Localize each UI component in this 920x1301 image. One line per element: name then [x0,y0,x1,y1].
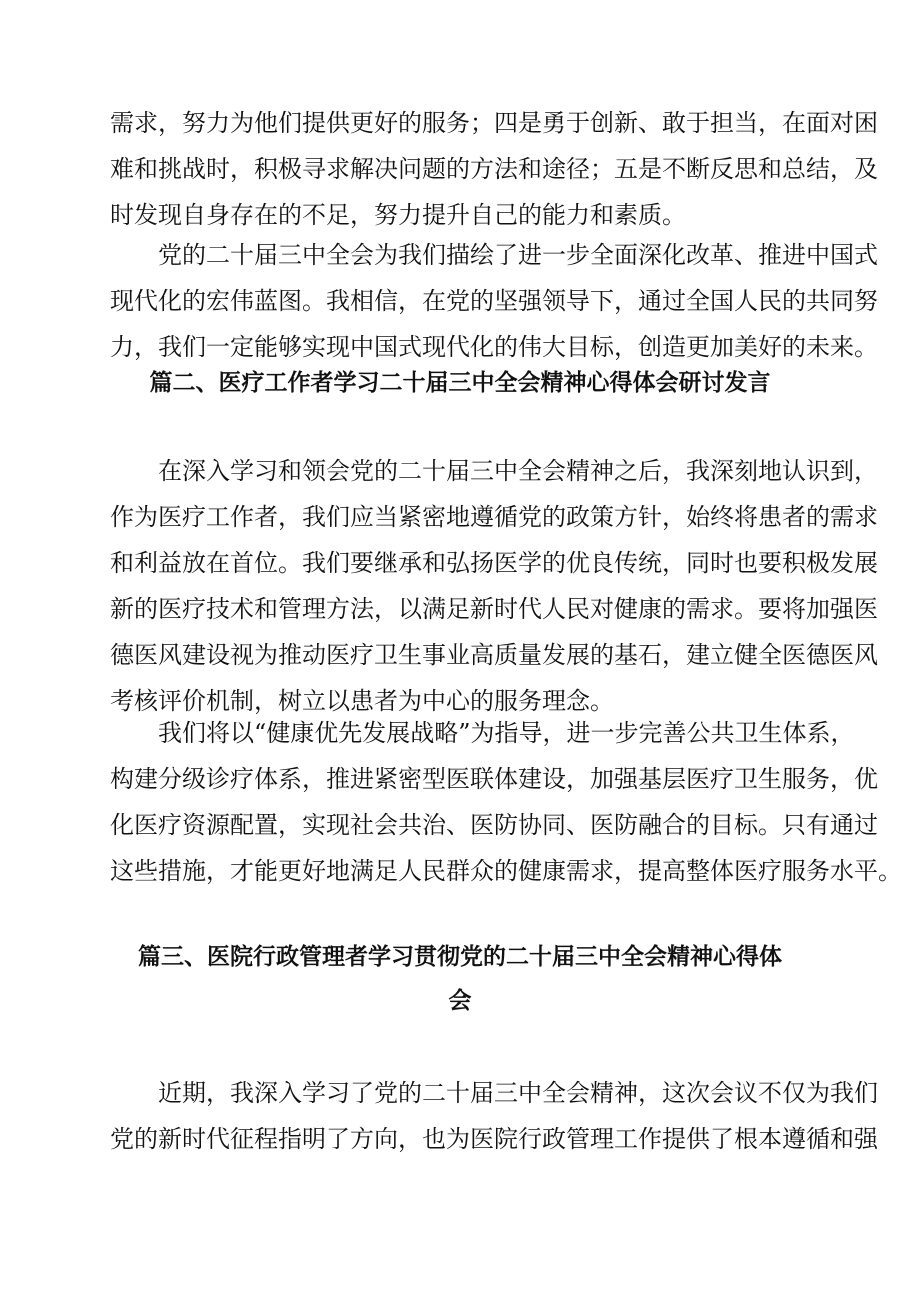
section-3-title-line-1: 篇三、医院行政管理者学习贯彻党的二十届三中全会精神心得体 [138,943,782,970]
section-3-paragraph-1 [110,1070,878,1162]
section-2-title: 篇二、医疗工作者学习二十届三中全会精神心得体会研讨发言 [149,369,771,396]
paragraph-line: 和利益放在首位。我们要继承和弘扬医学的优良传统，同时也要积极发展 [110,549,878,577]
paragraph-line: 党的新时代征程指明了方向，也为医院行政管理工作提供了根本遵循和强 [110,1125,878,1153]
paragraph-line: 力，我们一定能够实现中国式现代化的伟大目标，创造更加美好的未来。 [110,333,878,361]
paragraph-line: 考核评价机制，树立以患者为中心的服务理念。 [110,687,614,715]
paragraph-line: 化医疗资源配置，实现社会共治、医防协同、医防融合的目标。只有通过 [110,811,878,839]
paragraph-line: 难和挑战时，积极寻求解决问题的方法和途径；五是不断反思和总结，及 [110,155,878,183]
paragraph-line: 构建分级诊疗体系，推进紧密型医联体建设，加强基层医疗卫生服务，优 [110,765,878,793]
paragraph-line: 近期，我深入学习了党的二十届三中全会精神，这次会议不仅为我们 [158,1079,878,1107]
paragraph-line: 德医风建设视为推动医疗卫生事业高质量发展的基石，建立健全医德医风 [110,641,878,669]
paragraph-line: 我们将以“健康优先发展战略”为指导，进一步完善公共卫生体系， [158,719,855,747]
paragraph-line: 新的医疗技术和管理方法，以满足新时代人民对健康的需求。要将加强医 [110,595,878,623]
paragraph-line: 这些措施，才能更好地满足人民群众的健康需求，提高整体医疗服务水平。 [110,857,902,885]
paragraph-line: 在深入学习和领会党的二十届三中全会精神之后，我深刻地认识到， [158,457,878,485]
paragraph-conclusion [110,232,878,370]
paragraph-line: 作为医疗工作者，我们应当紧密地遵循党的政策方针，始终将患者的需求 [110,503,878,531]
section-2-paragraph-2 [110,710,902,894]
section-2-paragraph-1 [110,448,878,724]
section-3-title-line-2: 会 [448,987,472,1014]
paragraph-line: 时发现自身存在的不足，努力提升自己的能力和素质。 [110,201,686,229]
paragraph-continuation [110,100,878,238]
paragraph-line: 党的二十届三中全会为我们描绘了进一步全面深化改革、推进中国式 [158,241,878,269]
paragraph-line: 现代化的宏伟蓝图。我相信，在党的坚强领导下，通过全国人民的共同努 [110,287,878,315]
paragraph-line: 需求，努力为他们提供更好的服务；四是勇于创新、敢于担当，在面对困 [110,109,878,137]
